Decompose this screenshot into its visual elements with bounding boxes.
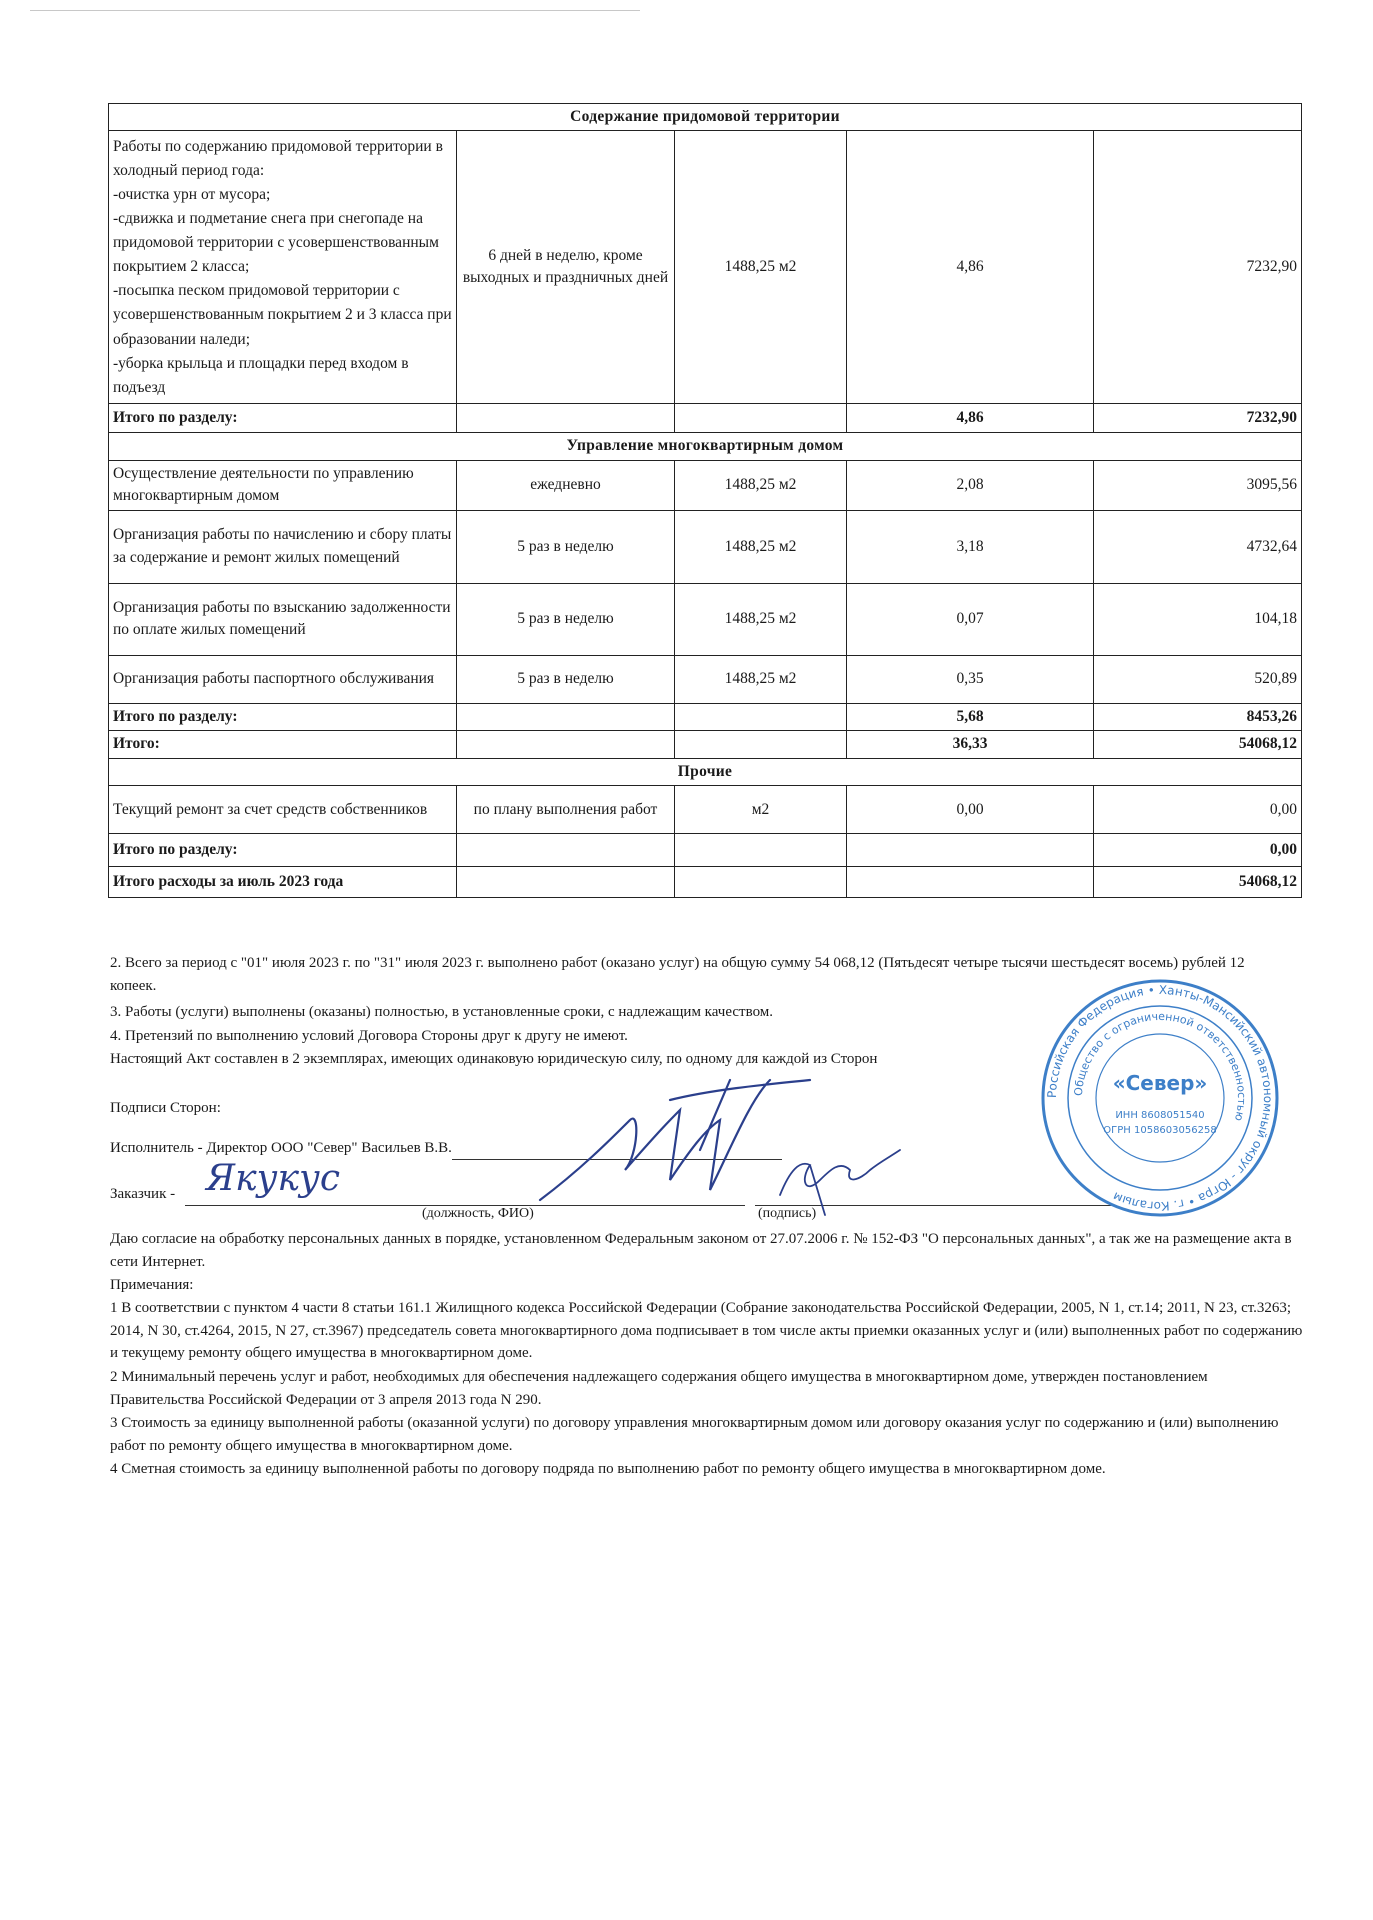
- caption-signature: (подпись): [758, 1206, 817, 1221]
- section-header-row: [109, 104, 1302, 131]
- grand-total-cost: 54068,12: [1094, 731, 1302, 758]
- paragraph-no-claims: 4. Претензий по выполнению условий Договора Стороны друг к другу не имеют.: [110, 1028, 628, 1044]
- work-rate: 0,35: [847, 655, 1094, 703]
- customer-handwriting: [200, 1148, 360, 1208]
- work-quantity: м2: [675, 786, 847, 834]
- note-4: 4 Сметная стоимость за единицу выполненной работы по договору подряда по выполнению работ по ремонту общего имущества в многоквартирном доме.: [110, 1461, 1106, 1477]
- work-rate: 4,86: [847, 131, 1094, 404]
- work-frequency: 5 раз в неделю: [457, 655, 675, 703]
- note-3: 3 Стоимость за единицу выполненной работы (оказанной услуги) по договору управления многоквартирным домом или договору оказания услуг по содержанию и (или) выполнению работ по ремонту общего имущества в многоквартирном доме.: [110, 1415, 1279, 1454]
- paragraph-quality: 3. Работы (услуги) выполнены (оказаны) полностью, в установленные сроки, с надлежащим качеством.: [110, 1004, 774, 1020]
- total-label: Итого по разделу:: [109, 834, 457, 867]
- section-total-row: [109, 404, 1302, 433]
- customer-signature: [770, 1140, 910, 1220]
- svg-text:Общество с ограниченной ответс: [1072, 1010, 1248, 1122]
- grand-total-label: Итого:: [109, 731, 457, 758]
- signatures-heading: Подписи Сторон:: [110, 1100, 221, 1116]
- work-quantity: 1488,25 м2: [675, 510, 847, 583]
- work-frequency: 6 дней в неделю, кроме выходных и праздничных дней: [457, 131, 675, 404]
- work-description: Организация работы паспортного обслуживания: [109, 655, 457, 703]
- work-frequency: по плану выполнения работ: [457, 786, 675, 834]
- table-row: [109, 510, 1302, 583]
- customer-handwriting-text: Якукус: [206, 1158, 340, 1199]
- total-label: Итого по разделу:: [109, 703, 457, 730]
- work-quantity: 1488,25 м2: [675, 460, 847, 510]
- grand-total-rate: 36,33: [847, 731, 1094, 758]
- stamp-ogrn: ОГРН 1058603056258: [1103, 1125, 1217, 1136]
- stamp-inn: ИНН 8608051540: [1115, 1110, 1205, 1121]
- work-frequency: 5 раз в неделю: [457, 510, 675, 583]
- work-description: Осуществление деятельности по управлению многоквартирным домом: [109, 460, 457, 510]
- work-rate: 0,00: [847, 786, 1094, 834]
- section-header-row: [109, 758, 1302, 785]
- total-label: Итого по разделу:: [109, 404, 457, 433]
- work-description: Текущий ремонт за счет средств собственников: [109, 786, 457, 834]
- caption-position: (должность, ФИО): [422, 1206, 534, 1221]
- work-cost: 0,00: [1094, 786, 1302, 834]
- stamp-company-name: «Север»: [1112, 1071, 1208, 1095]
- section-header-row: [109, 433, 1302, 460]
- paragraph-total-sum: 2. Всего за период с "01" июля 2023 г. по "31" июля 2023 г. выполнено работ (оказано услуг) на общую сумму 54 068,12 (Пятьдесят четыре тысячи шестьдесят восемь) рублей 12 копеек.: [110, 955, 1245, 994]
- total-cost: 7232,90: [1094, 404, 1302, 433]
- work-cost: 4732,64: [1094, 510, 1302, 583]
- total-rate: 4,86: [847, 404, 1094, 433]
- work-cost: 3095,56: [1094, 460, 1302, 510]
- stamp-outer-text: Российская Федерация • Ханты-Мансийский автономный округ - Югра • г. Когалым: [1044, 982, 1276, 1214]
- customer-label: Заказчик -: [110, 1186, 176, 1202]
- total-cost: 8453,26: [1094, 703, 1302, 730]
- services-table: [108, 103, 1302, 898]
- table-row: [109, 131, 1302, 404]
- section-total-row: [109, 834, 1302, 867]
- table-row: [109, 655, 1302, 703]
- scan-edge-line: [30, 10, 640, 11]
- work-cost: 520,89: [1094, 655, 1302, 703]
- executor-label: Исполнитель - Директор ООО "Север" Васильев В.В.: [110, 1140, 452, 1156]
- consent-text: Даю согласие на обработку персональных данных в порядке, установленном Федеральным законом от 27.07.2006 г. № 152-ФЗ "О персональных данных", а так же на размещение акта в сети Интернет.: [110, 1231, 1292, 1270]
- work-rate: 0,07: [847, 583, 1094, 655]
- expenses-total-label: Итого расходы за июль 2023 года: [109, 867, 457, 898]
- notes-heading: Примечания:: [110, 1277, 194, 1293]
- note-2: 2 Минимальный перечень услуг и работ, необходимых для обеспечения надлежащего содержания общего имущества в многоквартирном доме, утвержден постановлением Правительства Российской Федерации от 3 апреля 2013 года N 290.: [110, 1369, 1208, 1408]
- company-stamp: [1040, 978, 1280, 1218]
- stamp-inner-text: Общество с ограниченной ответственностью: [1071, 1009, 1249, 1123]
- work-frequency: 5 раз в неделю: [457, 583, 675, 655]
- table-row: [109, 583, 1302, 655]
- work-frequency: ежедневно: [457, 460, 675, 510]
- work-description: Работы по содержанию придомовой территории в холодный период года: -очистка урн от мусора; -сдвижка и подметание снега при снегопаде на придомовой территории с усовершенствованным покрытием 2 класса; -посыпка песком придомовой территории с усовершенствованным покрытием 2 и 3 класса при образовании наледи; -уборка крыльца и площадки перед входом в подъезд: [109, 131, 457, 404]
- expenses-total-cost: 54068,12: [1094, 867, 1302, 898]
- work-rate: 3,18: [847, 510, 1094, 583]
- total-rate: 5,68: [847, 703, 1094, 730]
- work-cost: 7232,90: [1094, 131, 1302, 404]
- section-title: Прочие: [109, 758, 1302, 785]
- paragraph-copies: Настоящий Акт составлен в 2 экземплярах, имеющих одинаковую юридическую силу, по одному для каждой из Сторон: [110, 1051, 878, 1067]
- section-title: Управление многоквартирным домом: [109, 433, 1302, 460]
- note-1: 1 В соответствии с пунктом 4 части 8 статьи 161.1 Жилищного кодекса Российской Федерации (Собрание законодательства Российской Федерации, 2005, N 1, ст.14; 2011, N 23, ст.3263; 2014, N 30, ст.4264, 2015, N 27, ст.3967) председатель совета многоквартирного дома подписывает в том числе акты приемки оказанных услуг и (или) выполненных работ по содержанию и текущему ремонту общего имущества в многоквартирном доме.: [110, 1300, 1303, 1361]
- work-description: Организация работы по начислению и сбору платы за содержание и ремонт жилых помещений: [109, 510, 457, 583]
- work-description: Организация работы по взысканию задолженности по оплате жилых помещений: [109, 583, 457, 655]
- section-title: Содержание придомовой территории: [109, 104, 1302, 131]
- expenses-total-row: [109, 867, 1302, 898]
- table-row: [109, 460, 1302, 510]
- work-quantity: 1488,25 м2: [675, 131, 847, 404]
- work-quantity: 1488,25 м2: [675, 583, 847, 655]
- total-cost: 0,00: [1094, 834, 1302, 867]
- section-total-row: [109, 703, 1302, 730]
- work-cost: 104,18: [1094, 583, 1302, 655]
- work-quantity: 1488,25 м2: [675, 655, 847, 703]
- grand-total-row: [109, 731, 1302, 758]
- work-rate: 2,08: [847, 460, 1094, 510]
- table-row: [109, 786, 1302, 834]
